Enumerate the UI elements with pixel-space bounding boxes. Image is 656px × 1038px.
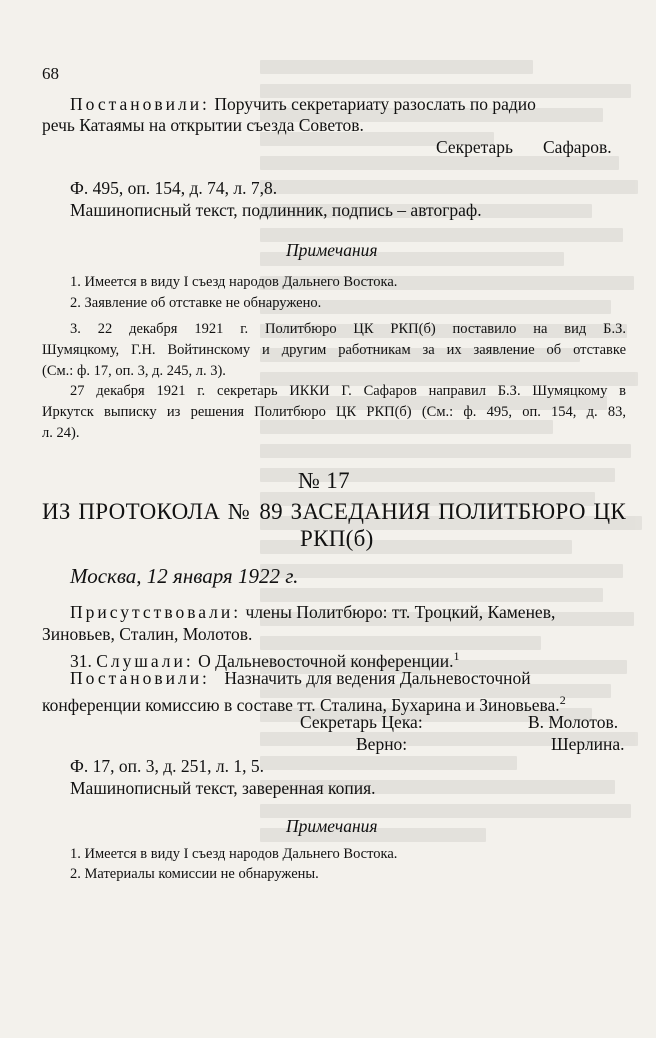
document-type: Машинописный текст, подлинник, подпись – автограф. xyxy=(70,200,482,220)
document-title-line2: РКП(б) xyxy=(300,526,374,551)
decided-text: Назначить для ведения Дальневосточной xyxy=(224,668,531,688)
present-line1 xyxy=(70,601,555,623)
notes-heading: Примечания xyxy=(286,240,378,260)
signature-name: Сафаров. xyxy=(543,137,612,157)
decided-text-cont: конференции комиссию в составе тт. Сталина, Бухарина и Зиновьева. xyxy=(42,694,560,715)
label-decided: Постановили: xyxy=(70,94,210,114)
note2-2: 2. Материалы комиссии не обнаружены. xyxy=(70,866,319,882)
certified-name: Шерлина. xyxy=(551,734,625,754)
decision-text: Поручить секретариату разослать по радио xyxy=(214,94,536,114)
secretary-name: В. Молотов. xyxy=(528,712,619,732)
archive-reference: Ф. 495, оп. 154, д. 74, л. 7,8. xyxy=(70,178,278,198)
place-date: Москва, 12 января 1922 г. xyxy=(70,564,299,588)
note-1: 1. Имеется в виду I съезд народов Дальнего Востока. xyxy=(70,274,398,290)
footnote-ref-1: 1 xyxy=(453,649,460,663)
label-present: Присутствовали: xyxy=(70,602,242,622)
note-4-line1: 27 декабря 1921 г. секретарь ИККИ Г. Сафаров направил Б.З. Шумяцкому в xyxy=(70,383,626,399)
footnote-ref-2: 2 xyxy=(559,693,566,707)
note-3-line2: Шумяцкому, Г.Н. Войтинскому и другим работникам за их заявление об отставке xyxy=(42,342,626,358)
note-3-line1: 3. 22 декабря 1921 г. Политбюро ЦК РКП(б) поставило на вид Б.З. xyxy=(70,321,626,337)
top-decision-line2: речь Катаямы на открытии съезда Советов. xyxy=(42,115,364,135)
notes-heading-2: Примечания xyxy=(286,816,378,836)
page-number: 68 xyxy=(42,64,59,83)
document-title-line1: ИЗ ПРОТОКОЛА № 89 ЗАСЕДАНИЯ ПОЛИТБЮРО ЦК xyxy=(42,499,626,524)
top-decision-line1 xyxy=(70,93,536,115)
note-2: 2. Заявление об отставке не обнаружено. xyxy=(70,295,322,311)
note2-1: 1. Имеется в виду I съезд народов Дальнего Востока. xyxy=(70,846,398,862)
decided-line1 xyxy=(70,667,531,689)
present-text: члены Политбюро: тт. Троцкий, Каменев, xyxy=(245,602,556,622)
document-number: № 17 xyxy=(298,468,350,493)
signature-role: Секретарь xyxy=(436,137,514,157)
secretary-role: Секретарь Цека: xyxy=(300,712,423,732)
label-decided: Постановили: xyxy=(70,668,210,688)
note-3-line3: (См.: ф. 17, оп. 3, д. 245, л. 3). xyxy=(42,363,226,379)
note-4-line3: л. 24). xyxy=(42,425,80,441)
heard-text: О Дальневосточной конференции. xyxy=(198,650,454,671)
item-number: 31. xyxy=(70,650,92,671)
present-line2: Зиновьев, Сталин, Молотов. xyxy=(42,624,253,644)
document-type-2: Машинописный текст, заверенная копия. xyxy=(70,778,376,798)
certified-role: Верно: xyxy=(356,734,408,754)
archive-reference-2: Ф. 17, оп. 3, д. 251, л. 1, 5. xyxy=(70,756,264,776)
label-heard: Слушали: xyxy=(96,650,194,671)
note-4-line2: Иркутск выписку из решения Политбюро ЦК РКП(б) (См.: ф. 495, оп. 154, д. 83, xyxy=(42,404,626,420)
